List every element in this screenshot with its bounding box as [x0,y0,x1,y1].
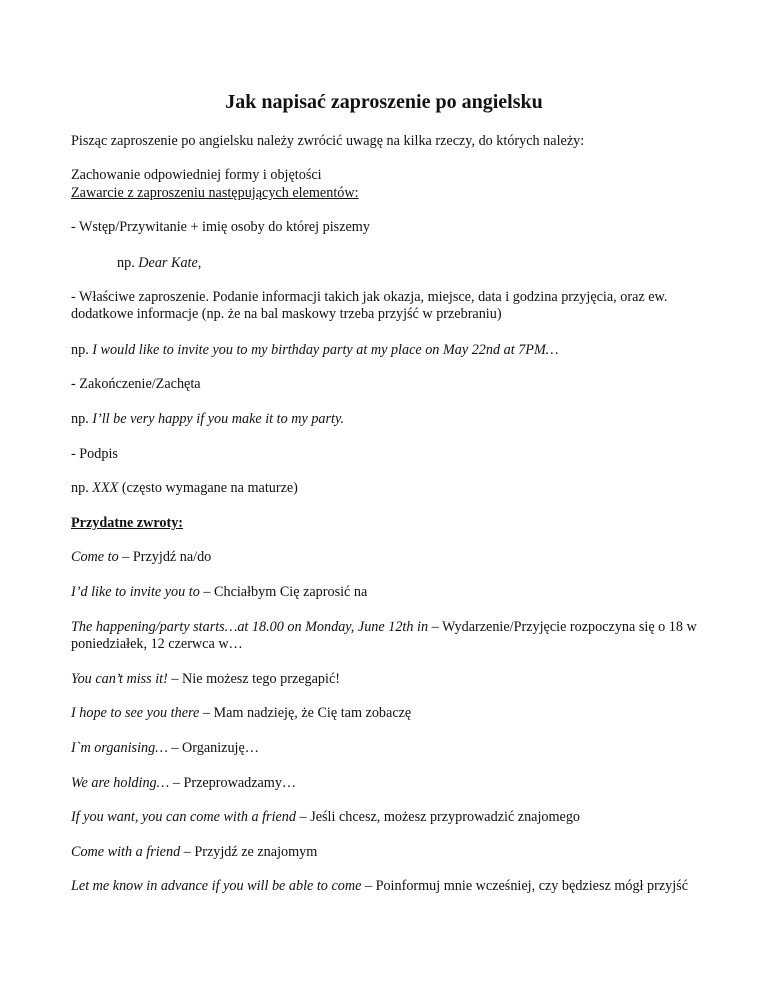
phrase-dash: – [180,844,195,860]
phrase-item [71,549,697,566]
phrase-polish: Poinformuj mnie wcześniej, czy będziesz mógł przyjść [375,878,689,894]
phrase-polish: Nie możesz tego przegapić! [182,671,340,687]
example-prefix: np. [71,411,89,427]
phrase-dash: – [428,619,442,635]
phrase-polish: Wydarzenie/Przyjęcie rozpoczyna się o 18 w poniedziałek, 12 czerwca w… [71,619,697,652]
example-prefix: np. [71,342,89,358]
example-prefix: np. [117,255,135,271]
phrase-polish: Przyjdź ze znajomym [194,844,318,860]
phrase-polish: Jeśli chcesz, możesz przyprowadzić znajomego [310,809,581,825]
phrase-dash: – [118,549,133,565]
phrase-english: Let me know in advance if you will be able to come [71,878,362,894]
phrase-item [71,878,697,895]
phrase-polish: Mam nadzieję, że Cię tam zobaczę [213,705,412,721]
example-text: I would like to invite you to my birthday party at my place on May 22nd at 7PM… [92,342,559,358]
example-prefix: np. [71,480,89,496]
intro-text: Pisząc zaproszenie po angielsku należy zwrócić uwagę na kilka rzeczy, do których należy: [71,133,585,149]
greeting-example [117,255,743,272]
phrase-english: The happening/party starts…at 18.00 on Monday, June 12th in [71,619,429,635]
phrase-english: I’d like to invite you to [71,584,200,600]
proper-label: - Właściwe zaproszenie. Podanie informacji takich jak okazja, miejsce, data i godzina przyjęcia, oraz ew. dodatkowe informacje (np. że na bal maskowy trzeba przyjść w przebraniu) [71,289,668,322]
signature-example [71,480,697,497]
greeting-label: - Wstęp/Przywitanie + imię osoby do której piszemy [71,219,370,235]
phrase-english: If you want, you can come with a friend [71,809,296,825]
example-note: (często wymagane na maturze) [121,480,298,496]
phrase-item [71,740,697,757]
ending-label: - Zakończenie/Zachęta [71,376,201,392]
phrase-item [71,844,697,861]
phrase-item [71,619,697,653]
rule-form: Zachowanie odpowiedniej formy i objętości [71,167,322,183]
phrase-polish: Przeprowadzamy… [183,775,297,791]
phrase-dash: – [169,775,184,791]
phrase-dash: – [199,584,215,600]
ending-example [71,411,697,428]
phrase-english: Come with a friend [71,844,181,860]
document-title: Jak napisać zaproszenie po angielsku [225,91,543,113]
phrase-item [71,584,697,601]
phrase-polish: Chciałbym Cię zaprosić na [214,584,368,600]
phrases-heading: Przydatne zwroty: [71,515,184,531]
phrase-english: I`m organising… [71,740,168,756]
proper-example [71,342,697,359]
signature-label: - Podpis [71,446,118,462]
phrase-english: We are holding… [71,775,170,791]
phrase-dash: – [361,878,376,894]
phrase-english: You can’t miss it! [71,671,168,687]
phrase-dash: – [167,671,183,687]
phrase-polish: Organizuję… [182,740,259,756]
example-text: Dear Kate, [138,255,202,271]
phrase-dash: – [199,705,214,721]
phrase-dash: – [296,809,311,825]
example-text: XXX [92,480,119,496]
phrase-dash: – [167,740,183,756]
phrase-item [71,671,697,688]
rule-elements: Zawarcie z zaproszeniu następujących elementów: [71,185,359,201]
phrase-polish: Przyjdź na/do [132,549,212,565]
phrase-english: Come to [71,549,119,565]
example-text: I’ll be very happy if you make it to my party. [92,411,345,427]
phrase-item [71,775,697,792]
phrase-item [71,809,697,826]
phrase-english: I hope to see you there [71,705,200,721]
phrase-item [71,705,697,722]
